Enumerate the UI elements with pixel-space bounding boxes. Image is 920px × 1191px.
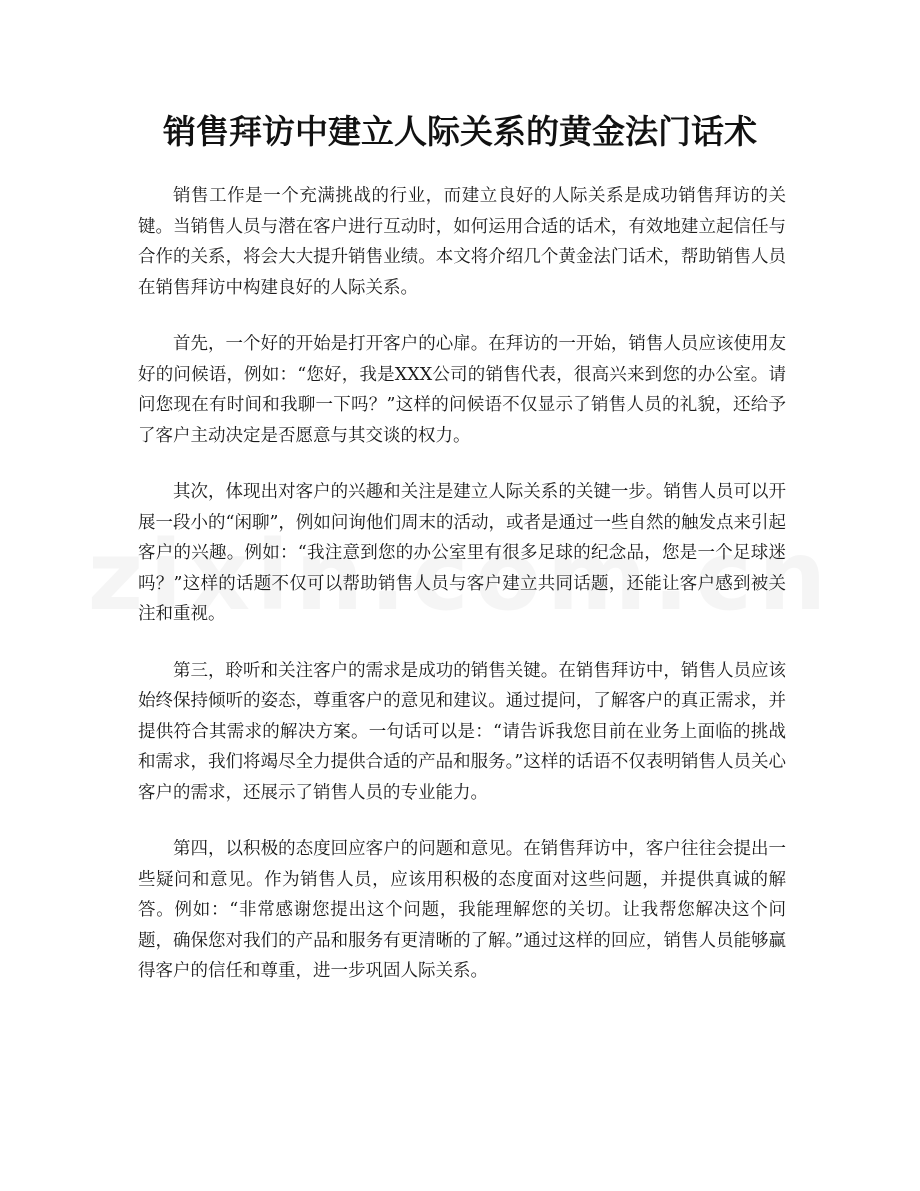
paragraph-third: 第三，聆听和关注客户的需求是成功的销售关键。在销售拜访中，销售人员应该始终保持倾听的姿态，尊重客户的意见和建议。通过提问，了解客户的真正需求，并提供符合其需求的解决方案。一句话可以是：“请告诉我您目前在业务上面临的挑战和需求，我们将竭尽全力提供合适的产品和服务。”这样的话语不仅表明销售人员关心客户的需求，还展示了销售人员的专业能力。	[138, 660, 786, 803]
paragraph-intro: 销售工作是一个充满挑战的行业，而建立良好的人际关系是成功销售拜访的关键。当销售人员与潜在客户进行互动时，如何运用合适的话术，有效地建立起信任与合作的关系，将会大大提升销售业绩。本文将介绍几个黄金法门话术，帮助销售人员在销售拜访中构建良好的人际关系。	[138, 186, 786, 298]
paragraph-second: 其次，体现出对客户的兴趣和关注是建立人际关系的关键一步。销售人员可以开展一段小的“闲聊”，例如问询他们周末的活动，或者是通过一些自然的触发点来引起客户的兴趣。例如：“我注意到您的办公室里有很多足球的纪念品，您是一个足球迷吗？”这样的话题不仅可以帮助销售人员与客户建立共同话题，还能让客户感到被关注和重视。	[138, 482, 786, 624]
paragraph-fourth: 第四，以积极的态度回应客户的问题和意见。在销售拜访中，客户往往会提出一些疑问和意见。作为销售人员，应该用积极的态度面对这些问题，并提供真诚的解答。例如：“非常感谢您提出这个问题，我能理解您的关切。让我帮您解决这个问题，确保您对我们的产品和服务有更清晰的了解。”通过这样的回应，销售人员能够赢得客户的信任和尊重，进一步巩固人际关系。	[138, 839, 786, 981]
document-title: 销售拜访中建立人际关系的黄金法门话术	[163, 112, 757, 151]
document-body	[138, 181, 786, 1013]
paragraph-first: 首先，一个好的开始是打开客户的心扉。在拜访的一开始，销售人员应该使用友好的问候语，例如：“您好，我是XXX公司的销售代表，很高兴来到您的办公室。请问您现在有时间和我聊一下吗？”这样的问候语不仅显示了销售人员的礼貌，还给予了客户主动决定是否愿意与其交谈的权力。	[138, 334, 786, 446]
